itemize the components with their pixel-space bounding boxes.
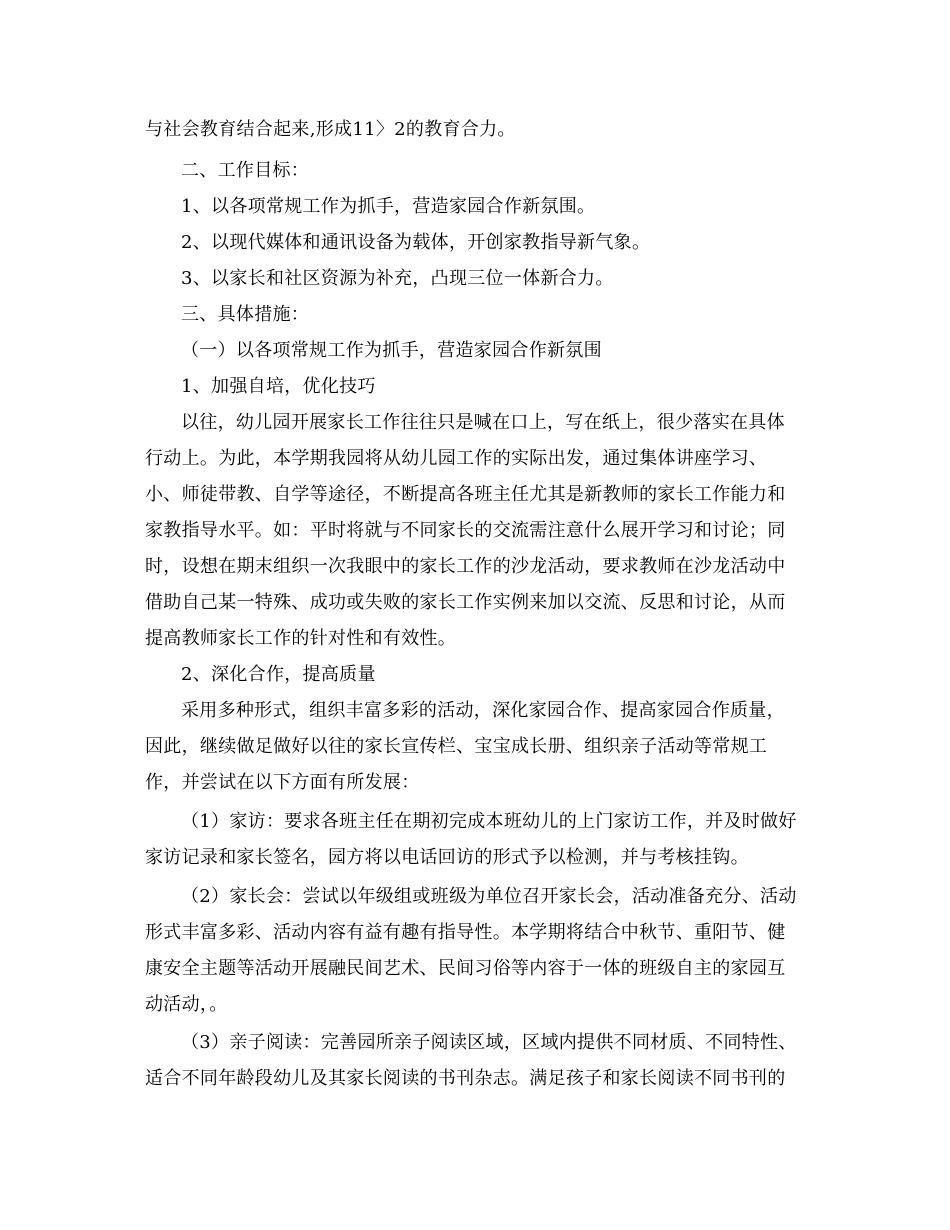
text-line: 适合不同年龄段幼儿及其家长阅读的书刊杂志。满足孩子和家长阅读不同书刊的 <box>145 1068 786 1089</box>
text-line: （2）家长会：尝试以年级组或班级为单位召开家长会，活动准备充分、活动 <box>181 886 797 907</box>
text-line: 康安全主题等活动开展融民间艺术、民间习俗等内容于一体的班级自主的家园互 <box>145 958 786 979</box>
text-line: 形式丰富多彩、活动内容有益有趣有指导性。本学期将结合中秋节、重阳节、健 <box>145 922 786 943</box>
text-line: 作，并尝试在以下方面有所发展： <box>145 772 420 793</box>
text-line: 时，设想在期末组织一次我眼中的家长工作的沙龙活动，要求教师在沙龙活动中 <box>145 556 786 577</box>
text-line: 采用多种形式，组织丰富多彩的活动，深化家园合作、提高家园合作质量， <box>181 700 785 721</box>
text-line: 行动上。为此，本学期我园将从幼儿园工作的实际出发，通过集体讲座学习、 <box>145 448 768 469</box>
list-item: 3、以家长和社区资源为补充，凸现三位一体新合力。 <box>181 268 614 289</box>
list-item: 1、以各项常规工作为抓手，营造家园合作新氛围。 <box>181 196 596 217</box>
text-line: 小、师徒带教、自学等途径，不断提高各班主任尤其是新教师的家长工作能力和 <box>145 484 786 505</box>
item-heading: 1、加强自培，优化技巧 <box>181 376 376 397</box>
text-line: 以往，幼儿园开展家长工作往往只是喊在口上，写在纸上，很少落实在具体 <box>181 412 785 433</box>
section-heading: 三、具体措施： <box>181 304 310 325</box>
text-line: （1）家访：要求各班主任在期初完成本班幼儿的上门家访工作，并及时做好 <box>181 811 797 832</box>
item-heading: 2、深化合作，提高质量 <box>181 664 376 685</box>
text-line: 家教指导水平。如：平时将就与不同家长的交流需注意什么展开学习和讨论；同 <box>145 520 786 541</box>
text-line: 与社会教育结合起来,形成11〉2的教育合力。 <box>145 119 516 140</box>
section-heading: 二、工作目标： <box>181 160 310 181</box>
text-line: 借助自己某一特殊、成功或失败的家长工作实例来加以交流、反思和讨论，从而 <box>145 592 786 613</box>
text-line: 因此，继续做足做好以往的家长宣传栏、宝宝成长册、组织亲子活动等常规工 <box>145 736 768 757</box>
subsection-heading: （一）以各项常规工作为抓手，营造家园合作新氛围 <box>181 340 602 361</box>
text-line: （3）亲子阅读：完善园所亲子阅读区域，区域内提供不同材质、不同特性、 <box>181 1032 797 1053</box>
text-line: 家访记录和家长签名，园方将以电话回访的形式予以检测，并与考核挂钩。 <box>145 847 749 868</box>
text-line: 动活动，。 <box>145 994 228 1015</box>
list-item: 2、以现代媒体和通讯设备为载体，开创家教指导新气象。 <box>181 232 651 253</box>
text-line: 提高教师家长工作的针对性和有效性。 <box>145 628 457 649</box>
